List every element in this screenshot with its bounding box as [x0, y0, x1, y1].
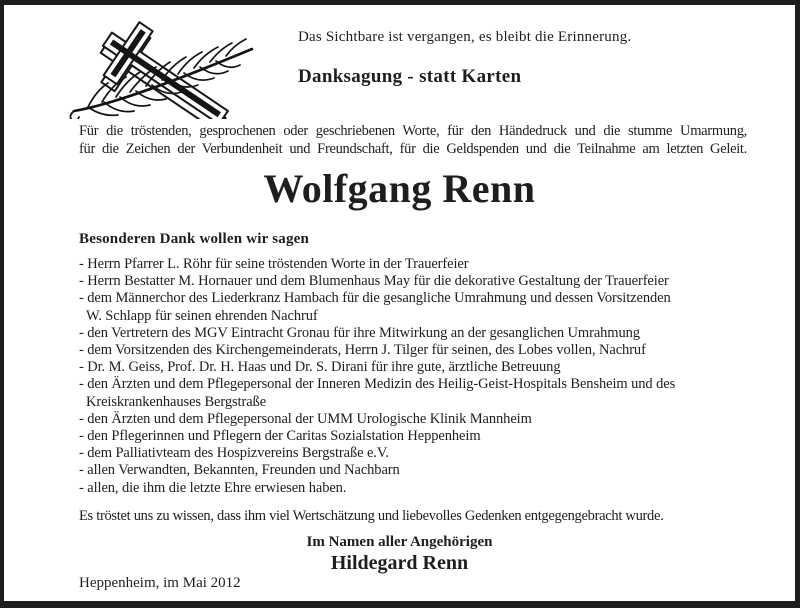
thanks-item: - allen, die ihm die letzte Ehre erwiesen haben.: [79, 479, 347, 496]
signature-name: Hildegard Renn: [330, 552, 469, 574]
thanks-item: - dem Männerchor des Liederkranz Hambach für die gesangliche Umrahmung und dessen Vorsitzenden: [79, 290, 671, 307]
intro-line-1: Für die tröstenden, gesprochenen oder geschriebenen Worte, für den Händedruck und die stumme Umarmung,: [79, 123, 747, 139]
thanks-heading: Besonderen Dank wollen wir sagen: [79, 231, 310, 247]
thanks-item: - dem Vorsitzenden des Kirchengemeinderats, Herrn J. Tilger für seinen, des Lobes vollen, Nachruf: [79, 342, 646, 359]
epigraph: Das Sichtbare ist vergangen, es bleibt die Erinnerung.: [298, 29, 632, 45]
intro-paragraph: [79, 122, 747, 158]
thanks-item-continuation: Kreiskrankenhauses Bergstraße: [86, 393, 267, 410]
thanks-item: - dem Palliativteam des Hospizvereins Bergstraße e.V.: [79, 445, 389, 462]
cross-and-palm-icon: [68, 21, 264, 119]
thanks-item: - allen Verwandten, Bekannten, Freunden und Nachbarn: [79, 462, 400, 479]
thanks-item: - den Vertretern des MGV Eintracht Gronau für ihre Mitwirkung an der gesanglichen Umrahmung: [79, 324, 640, 341]
thanks-item: - den Ärzten und dem Pflegepersonal der UMM Urologische Klinik Mannheim: [79, 410, 532, 427]
thanks-item: - Dr. M. Geiss, Prof. Dr. H. Haas und Dr. S. Dirani für ihre gute, ärztliche Betreuung: [79, 359, 561, 376]
thanks-item: - Herrn Pfarrer L. Röhr für seine tröstenden Worte in der Trauerfeier: [79, 256, 469, 272]
thanks-item-continuation: W. Schlapp für seinen ehrenden Nachruf: [86, 307, 318, 324]
thanks-list: [79, 256, 675, 497]
thanks-item: - den Ärzten und dem Pflegepersonal der Inneren Medizin des Heilig-Geist-Hospitals Bensheim und des: [79, 376, 676, 393]
intro-line-2: für die Zeichen der Verbundenheit und Freundschaft, für die Geldspenden und die Teilnahme am letzten Geleit.: [79, 141, 747, 157]
thanks-item: - Herrn Bestatter M. Hornauer und dem Blumenhaus May für die dekorative Gestaltung der Trauerfeier: [79, 273, 669, 290]
cross-shape: [86, 21, 243, 119]
notice-type-title: Danksagung - statt Karten: [298, 66, 522, 87]
on-behalf-line: Im Namen aller Angehörigen: [306, 534, 493, 550]
place-and-date: Heppenheim, im Mai 2012: [79, 575, 241, 591]
closing-sentence: Es tröstet uns zu wissen, dass ihm viel Wertschätzung und liebevolles Gedenken entgegengebracht wurde.: [79, 508, 664, 524]
thanks-item: - den Pflegerinnen und Pflegern der Caritas Sozialstation Heppenheim: [79, 428, 481, 445]
deceased-name: Wolfgang Renn: [263, 166, 536, 211]
